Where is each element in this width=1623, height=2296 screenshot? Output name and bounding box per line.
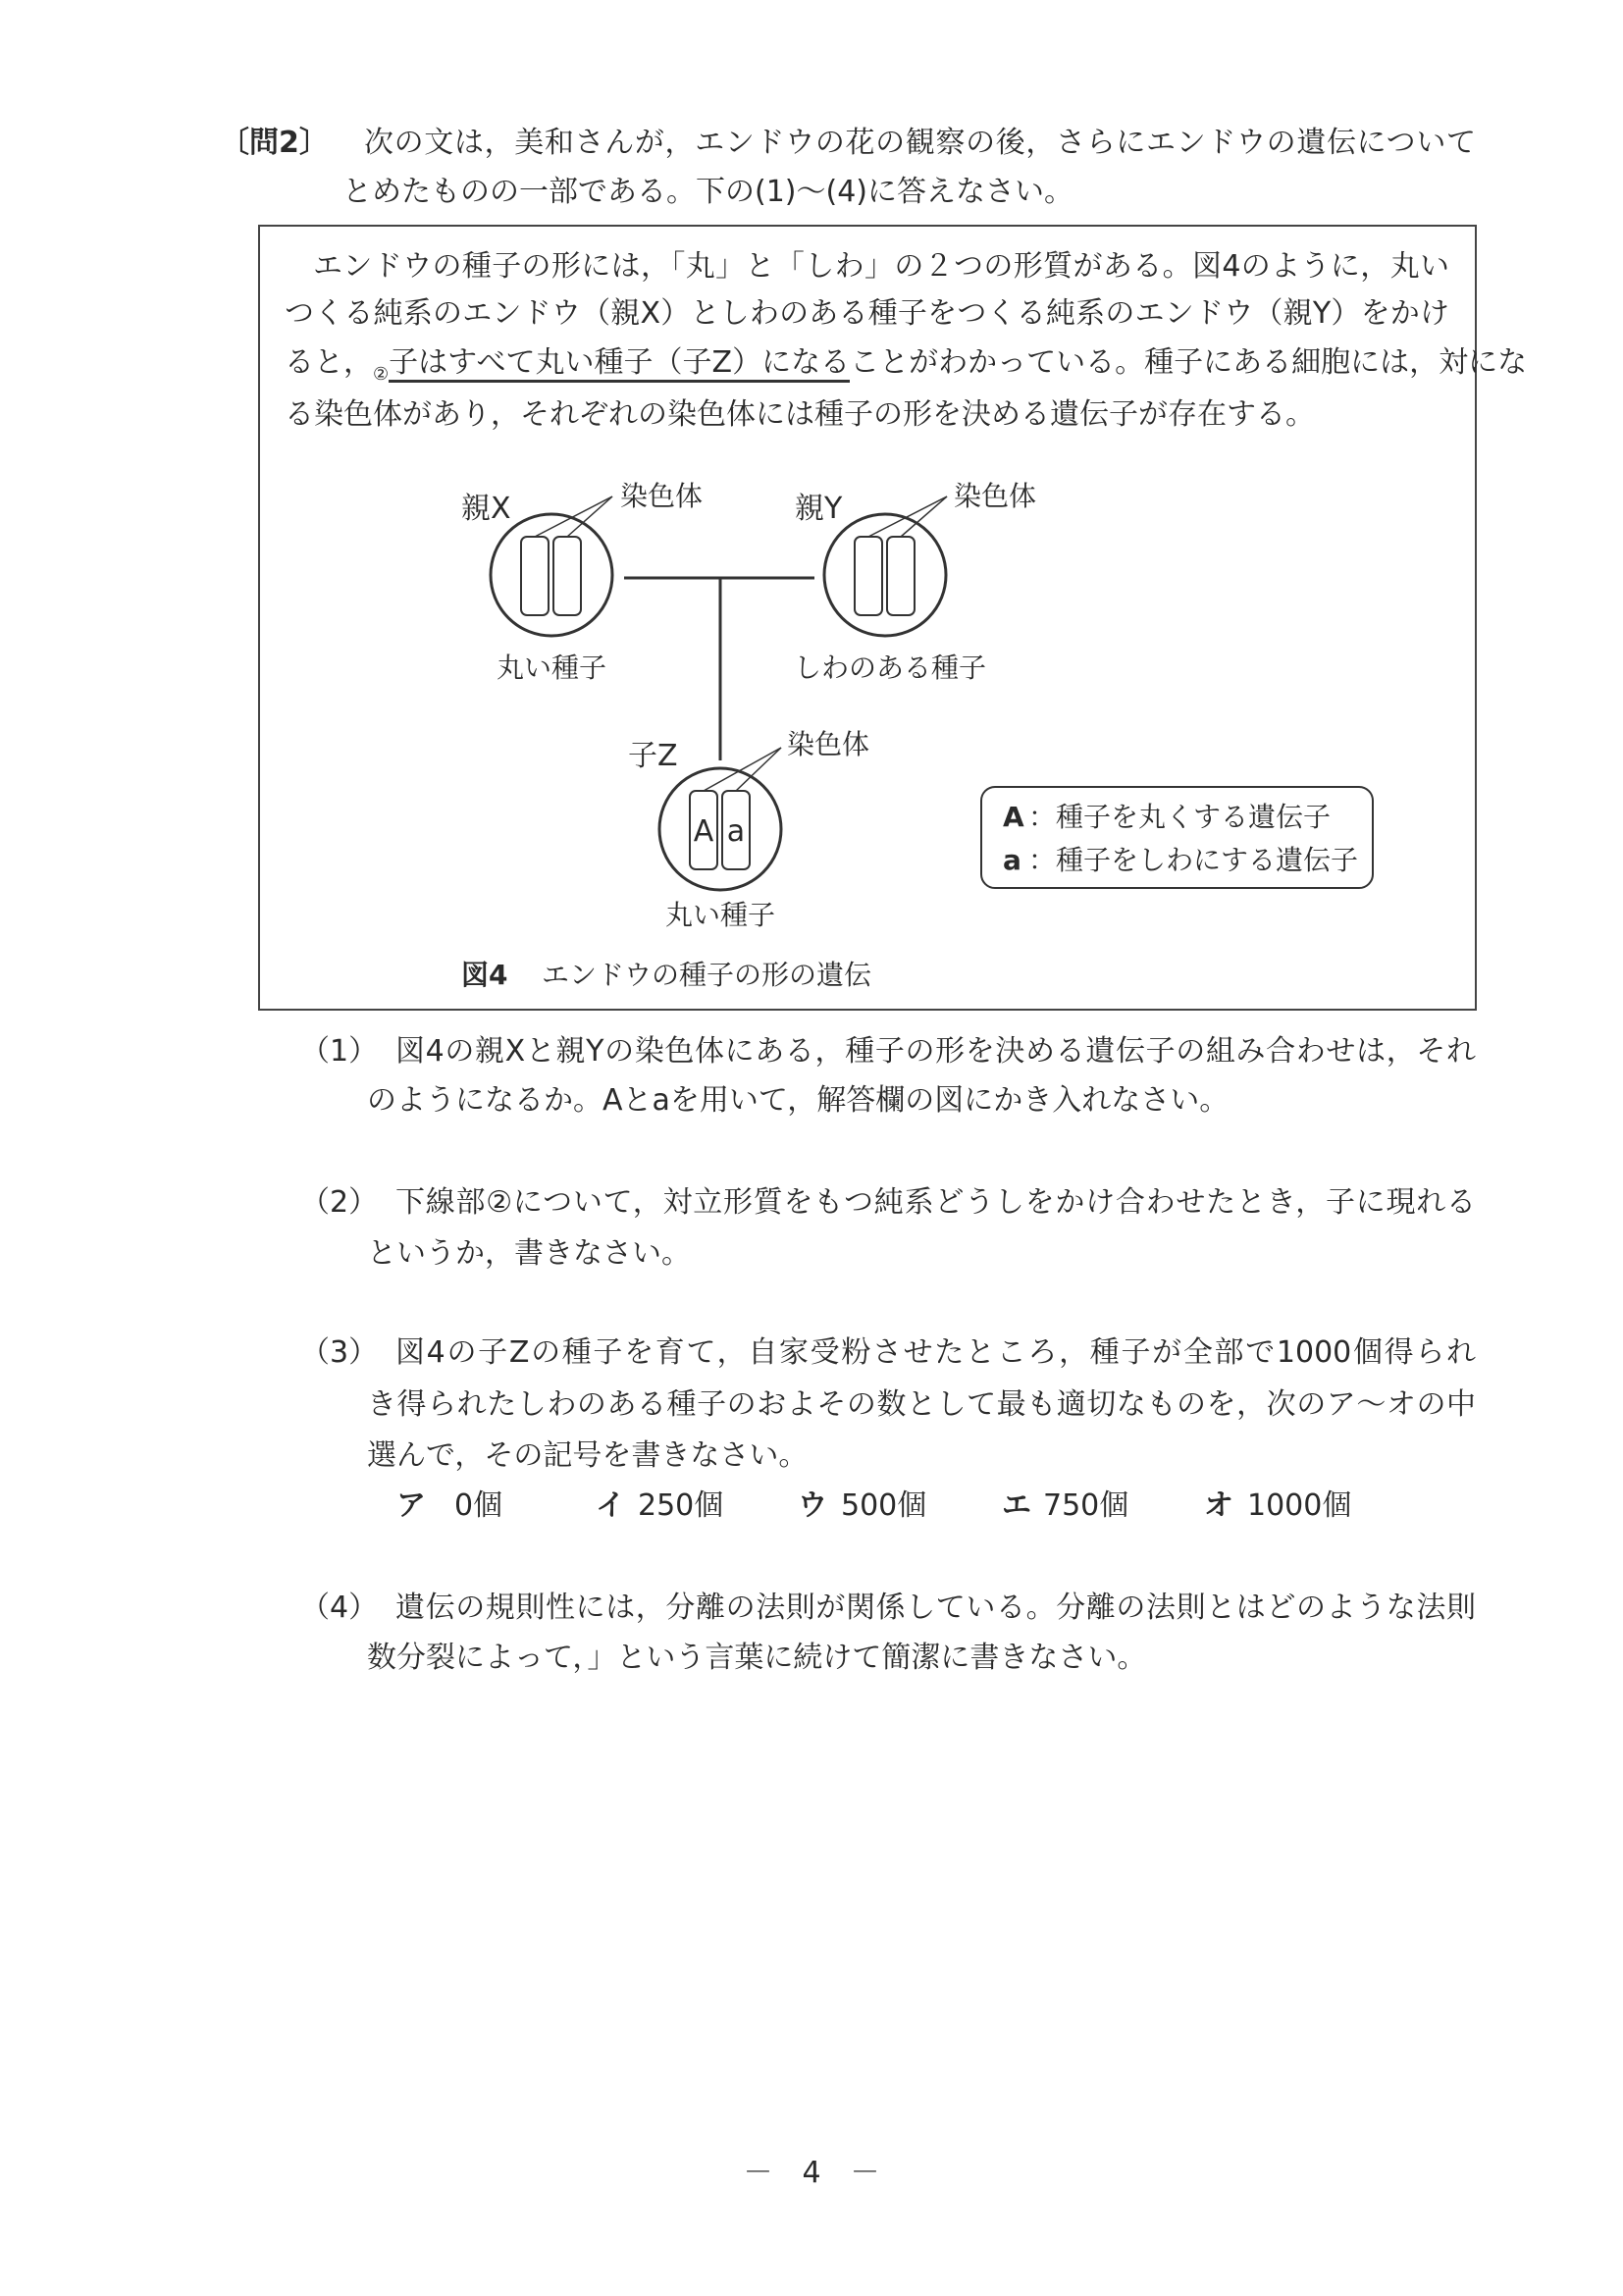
round-seed-label-z: 丸い種子	[664, 899, 776, 931]
choice-label: ウ	[798, 1488, 827, 1523]
child-z-label: 子Z	[628, 739, 678, 773]
q2-line-2: というか，書きなさい。	[367, 1236, 691, 1271]
q1-line-2: のようになるか。Aとaを用いて，解答欄の図にかき入れなさい。	[367, 1083, 1230, 1118]
choice-value: 1000個	[1247, 1488, 1352, 1523]
chromosome	[887, 537, 915, 615]
chromosome-label-y: 染色体	[954, 480, 1037, 512]
q2-number: （2）	[300, 1185, 379, 1220]
inheritance-diagram	[0, 0, 1623, 1079]
choice-label: エ	[1002, 1488, 1031, 1523]
underlined-text: 子はすべて丸い種子（子Z）になる	[389, 345, 850, 383]
legend-text-a: ：種子をしわにする遺伝子	[1028, 844, 1359, 876]
choice-label: ア	[396, 1488, 426, 1523]
parent-y-cell	[824, 514, 946, 636]
parent-x-cell	[491, 514, 612, 636]
q2-line-1: 下線部②について，対立形質をもつ純系どうしをかけ合わせたとき，子に現れる	[395, 1185, 1476, 1220]
q4-line-2: 数分裂によって，」という言葉に続けて簡潔に書きなさい。	[367, 1641, 1147, 1675]
legend-symbol-a: a	[1003, 844, 1021, 876]
choice-value: 250個	[638, 1488, 724, 1523]
chromosome-label-z: 染色体	[787, 728, 870, 760]
passage-line-4: る染色体があり，それぞれの染色体には種子の形を決める遺伝子が存在する。	[285, 397, 1315, 432]
q4-line-1: 遺伝の規則性には，分離の法則が関係している。分離の法則とはどのような法則	[395, 1591, 1476, 1625]
gene-a: a	[726, 814, 746, 849]
intro-line-2: とめたものの一部である。下の(1)～(4)に答えなさい。	[342, 175, 1073, 209]
chromosome	[855, 537, 882, 615]
q3-number: （3）	[300, 1335, 379, 1370]
q3-line-1: 図4の子Zの種子を育て，自家受粉させたところ，種子が全部で1000個得られ	[395, 1335, 1476, 1370]
q1-number: （1）	[300, 1034, 379, 1069]
choice-value: 0個	[454, 1488, 503, 1523]
passage-line-1: エンドウの種子の形には，「丸」と「しわ」の２つの形質がある。図4のように，丸い	[313, 249, 1449, 284]
passage-line-3-pre: ると，	[285, 345, 373, 380]
gene-A: A	[693, 814, 714, 849]
round-seed-label-x: 丸い種子	[496, 652, 607, 684]
question-number: 〔問2〕	[220, 126, 329, 160]
passage-line-2: つくる純系のエンドウ（親X）としわのある種子をつくる純系のエンドウ（親Y）をかけ	[285, 296, 1449, 331]
choice-value: 500個	[841, 1488, 927, 1523]
underline-marker: ②	[373, 364, 390, 385]
legend-symbol-A: A	[1003, 801, 1024, 833]
q4-number: （4）	[300, 1591, 379, 1625]
intro-line-1: 次の文は，美和さんが，エンドウの花の観察の後，さらにエンドウの遺伝について	[364, 126, 1476, 160]
q3-line-2: き得られたしわのある種子のおよその数として最も適切なものを，次のア～オの中	[367, 1387, 1476, 1422]
figure-number: 図4	[461, 959, 508, 991]
parent-y-label: 親Y	[795, 492, 843, 526]
figure-caption: エンドウの種子の形の遺伝	[542, 959, 872, 991]
child-z-cell	[659, 768, 781, 890]
chromosome	[521, 537, 549, 615]
wrinkled-seed-label: しわのある種子	[793, 652, 987, 684]
parent-x-label: 親X	[461, 492, 511, 526]
page-number: － 4 －	[743, 2156, 880, 2190]
choice-value: 750個	[1043, 1488, 1129, 1523]
choice-label: オ	[1204, 1488, 1233, 1523]
choice-label: イ	[596, 1488, 625, 1523]
legend-text-A: ：種子を丸くする遺伝子	[1028, 801, 1332, 833]
q3-line-3: 選んで，その記号を書きなさい。	[367, 1438, 809, 1473]
chromosome-label-x: 染色体	[620, 480, 704, 512]
chromosome	[553, 537, 581, 615]
passage-line-3-post: ことがわかっている。種子にある細胞には，対にな	[850, 345, 1528, 380]
q1-line-1: 図4の親Xと親Yの染色体にある，種子の形を決める遺伝子の組み合わせは，それ	[395, 1034, 1476, 1069]
